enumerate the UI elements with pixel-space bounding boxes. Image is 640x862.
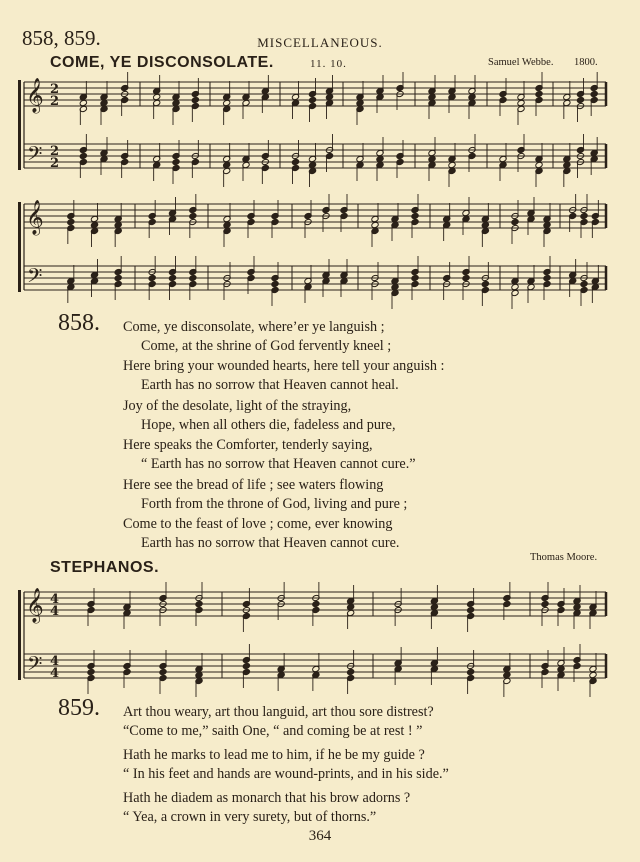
- bass-clef-icon: 𝄢: [27, 264, 43, 292]
- treble-clef-icon: 𝄞: [26, 200, 44, 235]
- hymn-meter: 11. 10.: [310, 58, 347, 70]
- note-head: [114, 221, 122, 228]
- note-head: [90, 221, 98, 228]
- note-head: [242, 662, 250, 669]
- note-head: [462, 274, 470, 281]
- treble-time-signature-bottom: 4: [50, 604, 60, 619]
- note-head: [590, 90, 598, 97]
- note-head: [189, 212, 197, 219]
- note-head: [223, 221, 231, 228]
- note-head: [543, 274, 551, 281]
- section-title: MISCELLANEOUS.: [257, 35, 383, 50]
- note-head: [356, 99, 364, 106]
- note-head: [391, 283, 399, 290]
- treble-clef-icon: 𝄞: [26, 588, 44, 623]
- note-head: [376, 155, 384, 162]
- note-head: [312, 600, 320, 607]
- note-head: [563, 161, 571, 168]
- bass-clef-icon: 𝄢: [27, 142, 43, 170]
- music-system-3-stephanos: [0, 580, 640, 690]
- note-head: [541, 600, 549, 607]
- system-bracket: [18, 202, 21, 292]
- note-head: [291, 158, 299, 165]
- verse-line: Here bring your wounded hearts, here tell your anguish :: [123, 357, 445, 374]
- treble-clef-icon: 𝄞: [26, 78, 44, 113]
- note-head: [430, 603, 438, 610]
- verse-line: Hath he diadem as monarch that his brow adorns ?: [123, 789, 411, 806]
- treble-time-signature-top: 4: [50, 592, 60, 607]
- verse-line: Here see the bread of life ; see waters flowing: [123, 477, 384, 493]
- note-head: [223, 99, 231, 106]
- verse-line: Hath he marks to lead me to him, if he be my guide ?: [123, 746, 425, 763]
- verse-line: “ Yea, a crown in very surety, but of thorns.”: [123, 809, 377, 826]
- verse-line: “Come to me,” saith One, “ and coming be at rest ! ”: [123, 723, 423, 740]
- note-head: [168, 274, 176, 281]
- bass-time-signature-top: 4: [50, 654, 60, 669]
- note-head: [148, 274, 156, 281]
- note-head: [580, 280, 588, 287]
- note-head: [172, 158, 180, 165]
- stanza-2: [123, 397, 416, 475]
- note-head: [517, 99, 525, 106]
- hymn-title-stephanos: STEPHANOS.: [50, 559, 160, 576]
- stanza-859: [123, 703, 449, 827]
- verse-line: Earth has no sorrow that Heaven cannot heal.: [141, 377, 399, 394]
- note-head: [347, 603, 355, 610]
- note-head: [481, 221, 489, 228]
- note-head: [535, 90, 543, 97]
- note-head: [371, 221, 379, 228]
- note-head: [511, 218, 519, 225]
- verse-line: Art thou weary, art thou languid, art thou sore distrest?: [123, 704, 434, 720]
- bass-clef-icon: 𝄢: [27, 652, 43, 680]
- note-head: [557, 665, 565, 672]
- note-head: [576, 96, 584, 103]
- verse-line: Come to the feast of love ; come, ever knowing: [123, 515, 393, 532]
- note-head: [195, 600, 203, 607]
- verse-line: Come, ye disconsolate, where’er ye languish ;: [123, 319, 385, 335]
- note-head: [428, 155, 436, 162]
- note-head: [153, 93, 161, 100]
- note-head: [503, 671, 511, 678]
- note-head: [223, 161, 231, 168]
- hymn-numbers: 858, 859.: [22, 26, 101, 50]
- author-name: Thomas Moore.: [530, 552, 598, 563]
- note-head: [159, 668, 167, 675]
- note-head: [271, 280, 279, 287]
- verse-line: Hope, when all others die, fadeless and pure,: [141, 417, 396, 434]
- note-head: [172, 99, 180, 106]
- verse-line: Here speaks the Comforter, tenderly saying,: [123, 436, 373, 453]
- note-head: [543, 221, 551, 228]
- note-head: [325, 93, 333, 100]
- system-bracket: [18, 590, 21, 680]
- note-head: [67, 218, 75, 225]
- bass-time-signature-bottom: 2: [50, 156, 60, 171]
- stanza-3: [123, 476, 407, 554]
- treble-time-signature-bottom: 2: [50, 94, 60, 109]
- treble-time-signature-top: 2: [50, 82, 60, 97]
- note-head: [448, 161, 456, 168]
- note-head: [411, 274, 419, 281]
- note-head: [511, 283, 519, 290]
- note-head: [535, 161, 543, 168]
- note-head: [308, 96, 316, 103]
- note-head: [428, 93, 436, 100]
- music-system-2: [0, 192, 640, 312]
- note-head: [580, 212, 588, 219]
- verse-line: Come, at the shrine of God fervently kneel ;: [141, 338, 392, 355]
- note-head: [308, 161, 316, 168]
- note-head: [87, 668, 95, 675]
- stanza-1: [123, 318, 445, 396]
- note-head: [467, 606, 475, 613]
- stanza-number-858: 858.: [58, 310, 100, 336]
- system-bracket: [18, 80, 21, 170]
- stanza-number-859: 859.: [58, 695, 100, 721]
- note-head: [589, 671, 597, 678]
- page-number: 364: [308, 828, 332, 844]
- note-head: [411, 212, 419, 219]
- note-head: [468, 93, 476, 100]
- verse-line: “ In his feet and hands are wound-prints, and in his side.”: [123, 766, 449, 783]
- composer-year: 1800.: [574, 57, 598, 68]
- verse-line: Joy of the desolate, light of the straying,: [123, 398, 352, 414]
- note-head: [347, 668, 355, 675]
- music-system-1: [0, 70, 640, 190]
- bass-time-signature-bottom: 4: [50, 666, 60, 681]
- note-head: [481, 280, 489, 287]
- verse-line: Forth from the throne of God, living and pure ;: [141, 496, 408, 513]
- note-head: [100, 99, 108, 106]
- verse-line: “ Earth has no sorrow that Heaven cannot cure.”: [141, 456, 416, 473]
- note-head: [79, 99, 87, 106]
- composer-name: Samuel Webbe.: [488, 57, 554, 68]
- note-head: [79, 152, 87, 159]
- verse-line: Earth has no sorrow that Heaven cannot cure.: [141, 535, 400, 552]
- note-head: [195, 671, 203, 678]
- note-head: [114, 274, 122, 281]
- note-head: [191, 96, 199, 103]
- note-head: [573, 603, 581, 610]
- note-head: [189, 274, 197, 281]
- bass-time-signature-top: 2: [50, 144, 60, 159]
- hymn-title-come-ye-disconsolate: COME, YE DISCONSOLATE.: [50, 54, 274, 71]
- note-head: [467, 668, 475, 675]
